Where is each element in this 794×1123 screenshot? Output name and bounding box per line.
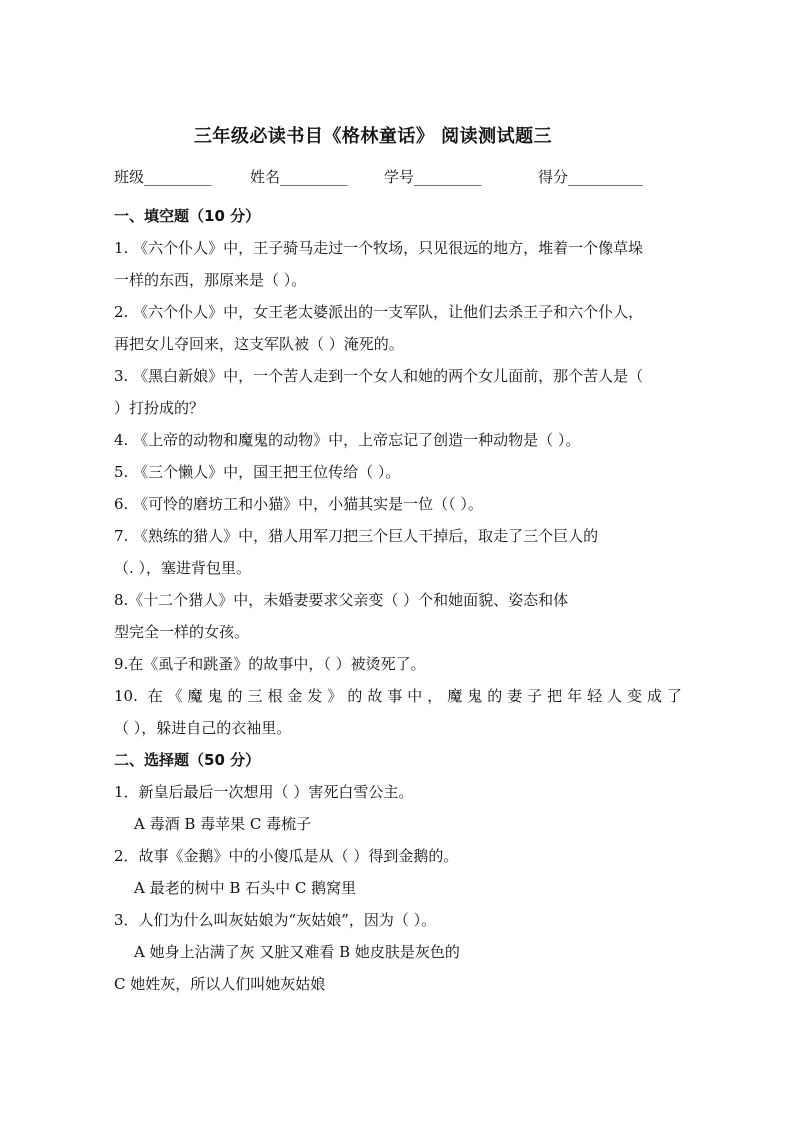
question-line: 3．人们为什么叫灰姑娘为“灰姑娘”，因为（ ）。 [114, 911, 437, 929]
question-line: 10. 在《魔鬼的三根金发》的故事中，魔鬼的妻子把年轻人变成了 [114, 687, 682, 705]
student-id-field: 学号_________ [384, 168, 482, 186]
question-line: 2. 《六个仆人》中，女王老太婆派出的一支军队，让他们去杀王子和六个仆人， [114, 303, 644, 321]
section-heading-fill-blank: 一、填空题（10 分） [114, 207, 261, 225]
question-line: 型完全一样的女孩。 [114, 623, 250, 641]
question-line: 再把女儿夺回来，这支军队被（ ）淹死的。 [114, 335, 404, 353]
question-line: 6. 《可怜的磨坊工和小猫》中，小猫其实是一位（（ ）。 [114, 495, 483, 513]
answer-options: A 最老的树中 B 石头中 C 鹅窝里 [134, 879, 357, 897]
answer-options: C 她姓灰，所以人们叫她灰姑娘 [114, 975, 326, 993]
question-line: ）打扮成的？ [114, 399, 205, 417]
question-line: 8.《十二个猎人》中，未婚妻要求父亲变（ ）个和她面貌、姿态和体 [114, 591, 569, 609]
question-line: （. ），塞进背包里。 [114, 559, 252, 577]
answer-options: A 她身上沾满了灰 又脏又难看 B 她皮肤是灰色的 [134, 943, 460, 961]
name-field: 姓名_________ [250, 168, 348, 186]
question-line: 9.在《虱子和跳蚤》的故事中，（ ）被烫死了。 [114, 655, 426, 673]
page-title: 三年级必读书目《格林童话》 阅读测试题三 [193, 126, 553, 147]
question-line: 一样的东西，那原来是（ ）。 [114, 271, 307, 289]
question-line: 1．新皇后最后一次想用（ ）害死白雪公主。 [114, 783, 414, 801]
question-line: 1. 《六个仆人》中，王子骑马走过一个牧场，只见很远的地方，堆着一个像草垛 [114, 239, 644, 257]
question-line: 2．故事《金鹅》中的小傻瓜是从（ ）得到金鹅的。 [114, 847, 459, 865]
question-line: 4. 《上帝的动物和魔鬼的动物》中，上帝忘记了创造一种动物是（ ）。 [114, 431, 581, 449]
question-line: 5. 《三个懒人》中，国王把王位传给（ ）。 [114, 463, 401, 481]
question-line: （ ），躲进自己的衣袖里。 [114, 719, 292, 737]
answer-options: A 毒酒 B 毒苹果 C 毒梳子 [134, 815, 312, 833]
question-line: 3. 《黑白新娘》中，一个苦人走到一个女人和她的两个女儿面前，那个苦人是（ [114, 367, 644, 385]
class-field: 班级_________ [114, 168, 212, 186]
section-heading-multiple-choice: 二、选择题（50 分） [114, 751, 261, 769]
score-field: 得分__________ [538, 168, 644, 186]
question-line: 7. 《熟练的猎人》中，猎人用军刀把三个巨人干掉后，取走了三个巨人的 [114, 527, 599, 545]
